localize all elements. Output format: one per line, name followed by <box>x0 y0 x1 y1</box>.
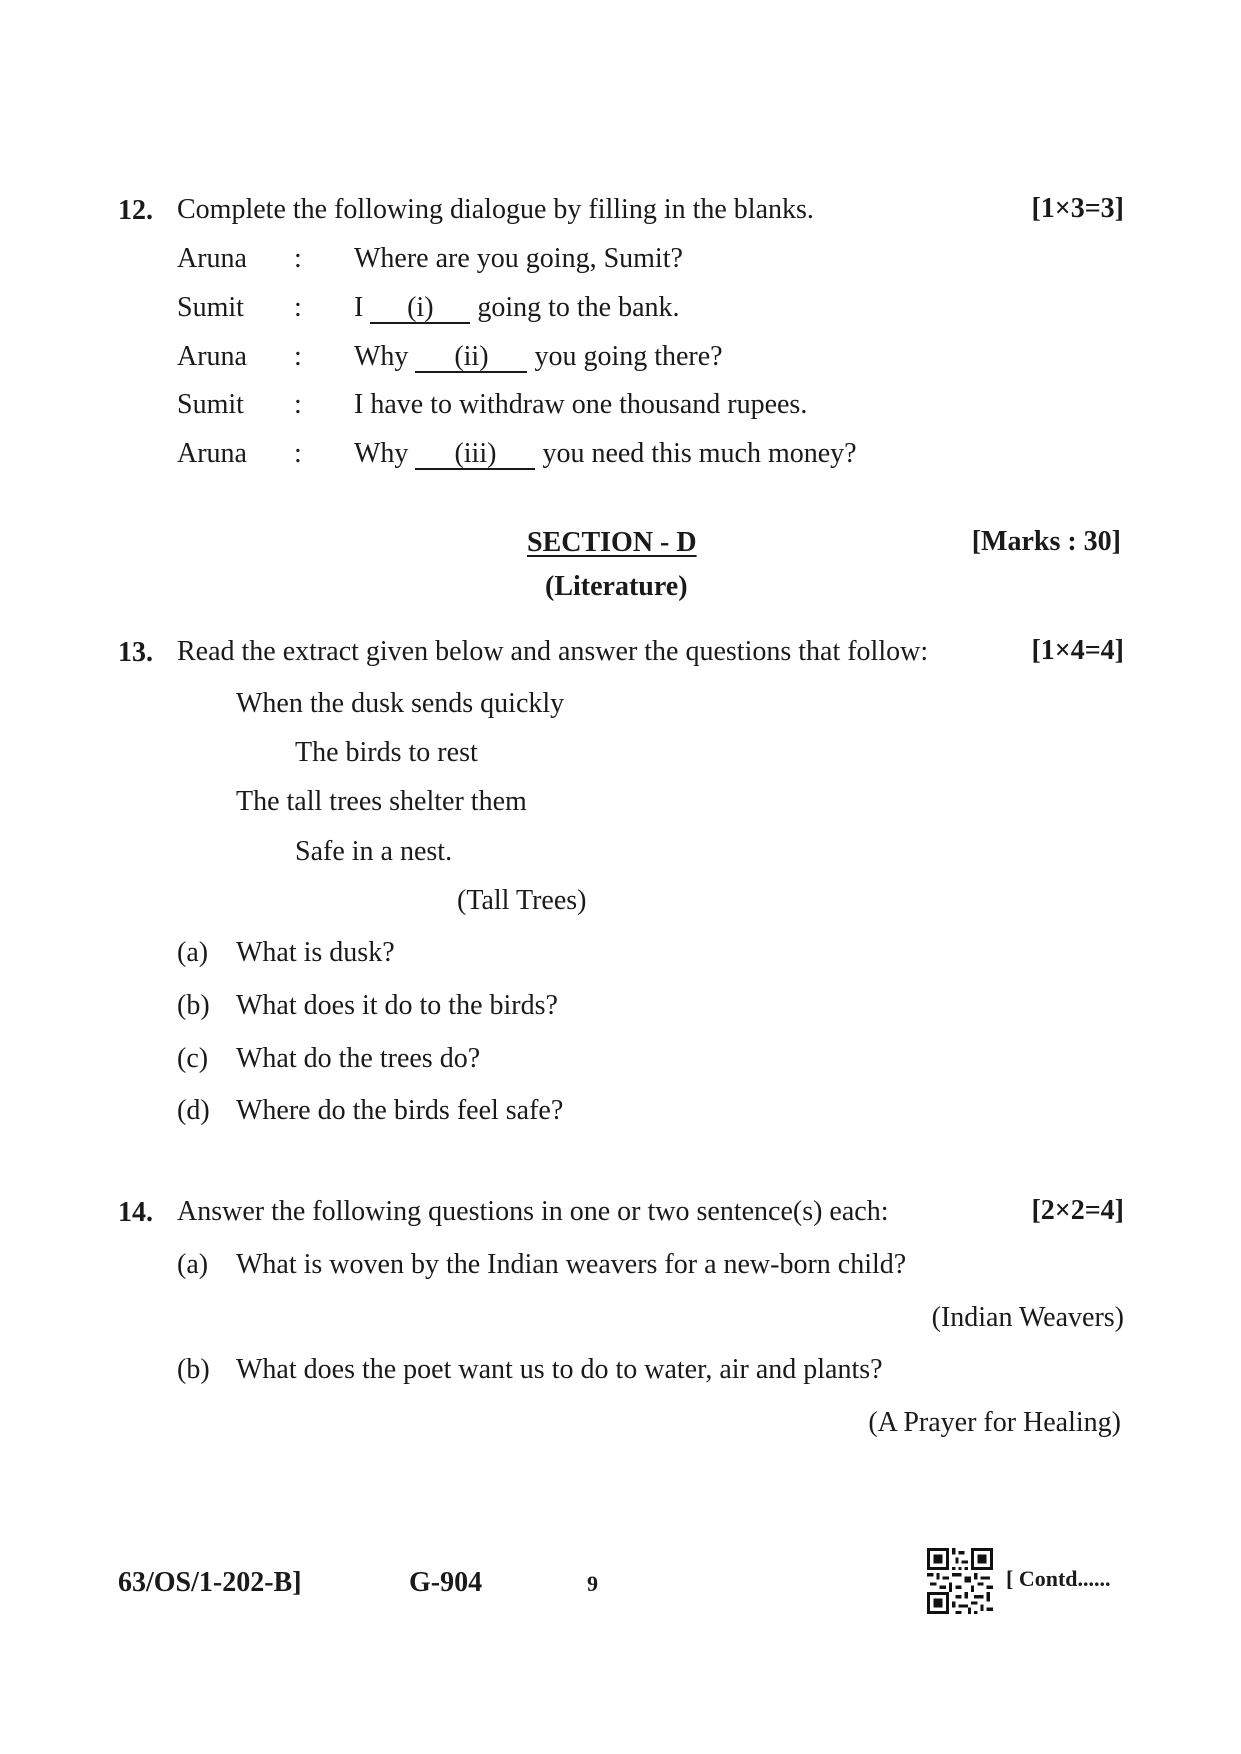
dialogue-line <box>354 437 857 471</box>
paper-code: 63/OS/1-202-B] <box>118 1567 302 1598</box>
part-label: (a) <box>177 937 209 968</box>
poem-line: Safe in a nest. <box>295 836 453 867</box>
answer-blank: (iii) <box>415 440 535 470</box>
answer-blank: (i) <box>370 294 470 324</box>
part-label: (a) <box>177 1249 209 1280</box>
dialogue-separator: : <box>294 292 302 323</box>
question-instruction: Read the extract given below and answer the questions that follow: <box>177 636 929 667</box>
part-question: What do the trees do? <box>236 1043 481 1074</box>
question-number: 12. <box>118 195 153 226</box>
part-source: (A Prayer for Healing) <box>868 1407 1121 1438</box>
question-marks: [1×4=4] <box>1031 635 1124 666</box>
dialogue-line <box>354 340 723 374</box>
part-label: (c) <box>177 1043 209 1074</box>
part-question: What does it do to the birds? <box>236 990 558 1021</box>
dialogue-separator: : <box>294 438 302 469</box>
dialogue-line <box>354 291 680 325</box>
dialogue-text: Why <box>354 341 409 372</box>
continued-note: [ Contd...... <box>1006 1566 1111 1591</box>
section-title: SECTION - D <box>527 527 697 558</box>
part-question: What is dusk? <box>236 937 395 968</box>
poem-source: (Tall Trees) <box>457 885 587 916</box>
dialogue-text: going to the bank. <box>477 292 680 323</box>
part-question: What does the poet want us to do to water, air and plants? <box>236 1354 883 1385</box>
part-label: (b) <box>177 990 210 1021</box>
question-instruction: Answer the following questions in one or two sentence(s) each: <box>177 1196 889 1227</box>
poem-line: The birds to rest <box>295 737 478 768</box>
dialogue-text: you going there? <box>534 341 723 372</box>
part-source: (Indian Weavers) <box>931 1302 1124 1333</box>
dialogue-text: I have to withdraw one thousand rupees. <box>354 389 808 420</box>
dialogue-speaker: Aruna <box>177 438 247 469</box>
question-number: 13. <box>118 637 153 668</box>
answer-blank: (ii) <box>415 343 527 373</box>
dialogue-line <box>354 388 807 422</box>
question-marks: [1×3=3] <box>1031 193 1124 224</box>
part-question: Where do the birds feel safe? <box>236 1095 564 1126</box>
dialogue-text: Where are you going, Sumit? <box>354 243 683 274</box>
section-subtitle: (Literature) <box>545 571 688 602</box>
dialogue-text: I <box>354 292 364 323</box>
question-number: 14. <box>118 1197 153 1228</box>
part-label: (d) <box>177 1095 210 1126</box>
poem-line: The tall trees shelter them <box>236 786 527 817</box>
part-label: (b) <box>177 1354 210 1385</box>
section-marks: [Marks : 30] <box>971 526 1121 557</box>
dialogue-separator: : <box>294 389 302 420</box>
dialogue-text: you need this much money? <box>542 438 857 469</box>
dialogue-speaker: Aruna <box>177 341 247 372</box>
question-instruction: Complete the following dialogue by filling in the blanks. <box>177 194 814 225</box>
dialogue-separator: : <box>294 243 302 274</box>
part-question: What is woven by the Indian weavers for a new-born child? <box>236 1249 907 1280</box>
dialogue-separator: : <box>294 341 302 372</box>
dialogue-speaker: Aruna <box>177 243 247 274</box>
dialogue-line <box>354 242 683 276</box>
qr-code-icon <box>927 1548 993 1614</box>
dialogue-text: Why <box>354 438 409 469</box>
page-number: 9 <box>587 1571 598 1596</box>
question-marks: [2×2=4] <box>1031 1195 1124 1226</box>
dialogue-speaker: Sumit <box>177 292 244 323</box>
dialogue-speaker: Sumit <box>177 389 244 420</box>
poem-line: When the dusk sends quickly <box>236 688 565 719</box>
series-code: G-904 <box>409 1567 483 1598</box>
